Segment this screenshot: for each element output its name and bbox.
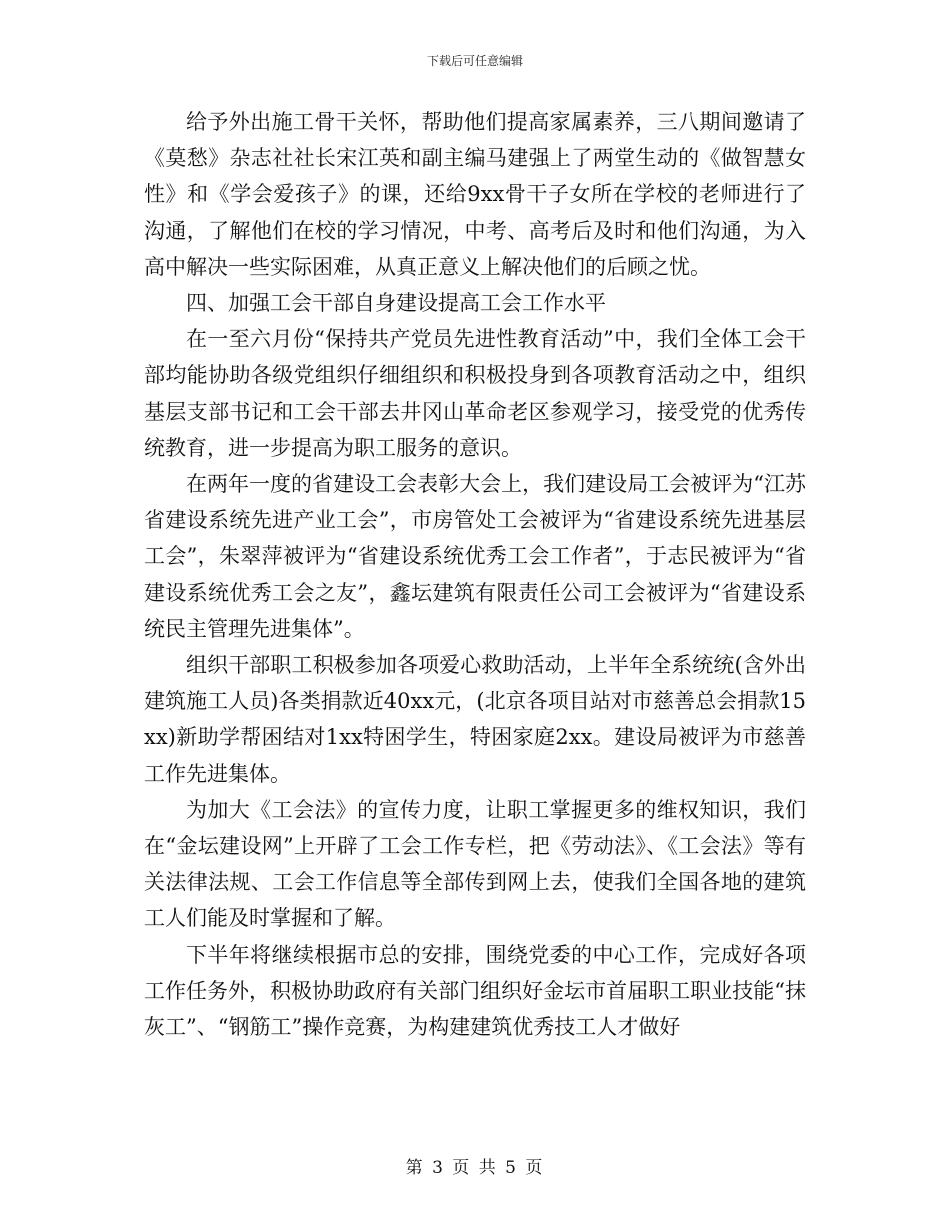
section-heading-cadre-building: 四、加强工会干部自身建设提高工会工作水平 (186, 291, 606, 316)
paragraph-union-law-publicity: 为加大《工会法》的宣传力度，让职工掌握更多的维权知识，我们在“金坛建设网”上开辟了工会工作专栏，把《劳动法》、《工会法》等有关法律法规、工会工作信息等全部传到网上去，使我们全国各地的建筑工人们能及时掌握和了解。 (144, 797, 806, 931)
paragraph-awards: 在两年一度的省建设工会表彰大会上，我们建设局工会被评为“江苏省建设系统先进产业工会”，市房管处工会被评为“省建设系统先进基层工会”，朱翠萍被评为“省建设系统优秀工会工作者”，于志民被评为“省建设系统优秀工会之友”，鑫坛建筑有限责任公司工会被评为“省建设系统民主管理先进集体”。 (144, 472, 806, 641)
paragraph-education-activity: 在一至六月份“保持共产党员先进性教育活动”中，我们全体工会干部均能协助各级党组织仔细组织和积极投身到各项教育活动之中，组织基层支部书记和工会干部去井冈山革命老区参观学习，接受党的优秀传统教育，进一步提高为职工服务的意识。 (144, 327, 806, 460)
paragraph-second-half-plan: 下半年将继续根据市总的安排，围绕党委的中心工作，完成好各项工作任务外，积极协助政府有关部门组织好金坛市首届职工职业技能“抹灰工”、“钢筋工”操作竞赛，为构建建筑优秀技工人才做好 (144, 942, 806, 1040)
paragraph-donations: 组织干部职工积极参加各项爱心救助活动，上半年全系统统(含外出建筑施工人员)各类捐款近40xx元，(北京各项目站对市慈善总会捐款15xx)新助学帮困结对1xx特困学生，特困家庭2xx。建设局被评为市慈善工作先进集体。 (144, 653, 806, 786)
page-number-footer: 第 3 页 共 5 页 (405, 1158, 545, 1178)
document-body (144, 104, 806, 1045)
paragraph-family-care: 给予外出施工骨干关怀，帮助他们提高家属素养，三八期间邀请了《莫愁》杂志社社长宋江英和副主编马建强上了两堂生动的《做智慧女性》和《学会爱孩子》的课，还给9xx骨干子女所在学校的老师进行了沟通，了解他们在校的学习情况，中考、高考后及时和他们沟通，为入高中解决一些实际困难，从真正意义上解决他们的后顾之忧。 (144, 110, 806, 279)
page-header: 下载后可任意编辑 (426, 54, 523, 68)
